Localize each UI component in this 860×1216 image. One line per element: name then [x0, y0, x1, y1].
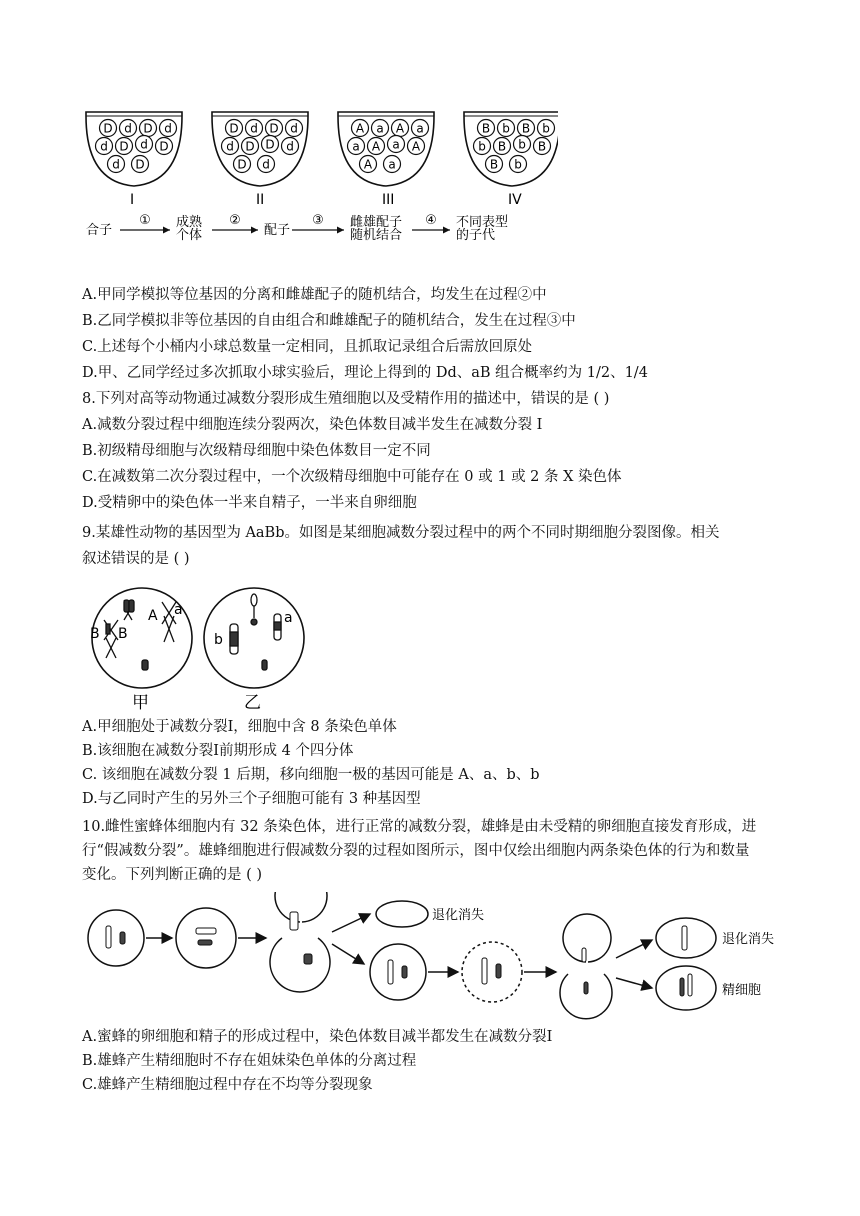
ball-label: d [286, 139, 294, 154]
ball-label: d [262, 157, 270, 172]
gene-label-a-lower: a [174, 602, 183, 618]
ball-label: d [164, 121, 172, 136]
q9-stem-line1: 9.某雄性动物的基因型为 AaBb。如图是某细胞减数分裂过程中的两个不同时期细胞分裂图像。相关 [82, 525, 720, 541]
flow-arrow-head [443, 227, 450, 234]
flow-arrow-head [251, 227, 258, 234]
bucket-label: IV [508, 192, 522, 208]
ball-label: d [226, 139, 234, 154]
q7-option-d: D.甲、乙同学经过多次抓取小球实验后，理论上得到的 Dd、aB 组合概率约为 1/2、1/4 [82, 365, 648, 381]
cell-jia-label: 甲 [132, 693, 149, 712]
ball-label: D [237, 157, 247, 172]
flow-step: 随机结合 [350, 228, 403, 243]
label-degenerate-2: 退化消失 [722, 932, 775, 947]
q8-option-c: C.在减数第二次分裂过程中，一个次级精母细胞中可能存在 0 或 1 或 2 条 X 染色体 [82, 469, 622, 485]
gene-label-a-upper: A [148, 608, 158, 624]
ball-label: D [143, 121, 153, 136]
q8-stem: 8.下列对高等动物通过减数分裂形成生殖细胞以及受精作用的描述中，错误的是 ( ) [82, 391, 610, 407]
ball-label: d [100, 139, 108, 154]
ball-label: D [269, 121, 279, 136]
q10-stem-line3: 变化。下列判断正确的是 ( ) [82, 867, 263, 883]
q9-option-a: A.甲细胞处于减数分裂Ⅰ，细胞中含 8 条染色单体 [82, 719, 397, 735]
ball-label: A [395, 121, 405, 136]
flow-step: 不同表型 [456, 215, 509, 230]
q10-stem-line2: 行“假减数分裂”。雄蜂细胞进行假减数分裂的过程如图所示，图中仅绘出细胞内两条染色体的行为和数量 [82, 843, 750, 859]
ball-label: a [388, 157, 396, 172]
flow-step-number: ① [139, 213, 151, 228]
q9-stem-line2: 叙述错误的是 ( ) [82, 551, 190, 567]
ball-label: D [245, 139, 255, 154]
q7-option-b: B.乙同学模拟非等位基因的自由组合和雌雄配子的随机结合，发生在过程③中 [82, 313, 576, 329]
ball-label: d [290, 121, 298, 136]
flow-step-number: ② [229, 213, 241, 228]
flow-step: 的子代 [456, 228, 496, 243]
q10-option-b: B.雄蜂产生精细胞时不存在姐妹染色单体的分离过程 [82, 1053, 417, 1069]
ball-label: B [497, 139, 507, 154]
ball-label: B [537, 139, 547, 154]
cell-yi-chromosomes [230, 594, 281, 670]
gene-label-yi-a: a [284, 610, 293, 626]
q10-meiosis-figure [86, 892, 776, 1022]
ball-label: D [119, 139, 129, 154]
ball-label: a [392, 137, 400, 152]
bucket-label: I [130, 192, 135, 208]
ball-label: d [140, 137, 148, 152]
gene-label-yi-b: b [214, 632, 223, 648]
ball-label: a [376, 121, 384, 136]
ball-label: a [416, 121, 424, 136]
bucket-label: II [256, 192, 265, 208]
ball-label: B [489, 157, 499, 172]
q8-option-a: A.减数分裂过程中细胞连续分裂两次，染色体数目减半发生在减数分裂 I [82, 417, 543, 433]
ball-label: b [542, 121, 550, 136]
ball-label: D [229, 121, 239, 136]
ball-label: D [159, 139, 169, 154]
q9-option-b: B.该细胞在减数分裂Ⅰ前期形成 4 个四分体 [82, 743, 354, 759]
flow-step-number: ③ [312, 213, 324, 228]
ball-label: B [481, 121, 491, 136]
q10-stem-line1: 10.雌性蜜蜂体细胞内有 32 条染色体，进行正常的减数分裂，雄蜂是由未受精的卵细胞直接发育形成，进 [82, 819, 757, 835]
q8-option-d: D.受精卵中的染色体一半来自精子，一半来自卵细胞 [82, 495, 417, 511]
label-sperm: 精细胞 [722, 983, 762, 998]
bucket-figure [78, 104, 558, 264]
ball-label: d [112, 157, 120, 172]
gene-label-b1: B [90, 626, 100, 642]
label-degenerate-1: 退化消失 [432, 908, 485, 923]
ball-label: b [478, 139, 486, 154]
ball-label: A [363, 157, 373, 172]
flow-arrow-head [163, 227, 170, 234]
q9-option-c: C. 该细胞在减数分裂 1 后期，移向细胞一极的基因可能是 A、a、b、b [82, 767, 540, 783]
q7-option-a: A.甲同学模拟等位基因的分离和雌雄配子的随机结合，均发生在过程②中 [82, 287, 547, 303]
ball-label: D [265, 137, 275, 152]
ball-label: b [518, 137, 526, 152]
q8-option-b: B.初级精母细胞与次级精母细胞中染色体数目一定不同 [82, 443, 431, 459]
ball-label: D [103, 121, 113, 136]
ball-label: A [355, 121, 365, 136]
q9-cell-figure [84, 582, 324, 712]
ball-label: b [514, 157, 522, 172]
ball-label: b [502, 121, 510, 136]
gene-label-b2: B [118, 626, 128, 642]
flow-step: 合子 [86, 223, 113, 238]
q7-option-c: C.上述每个小桶内小球总数量一定相同，且抓取记录组合后需放回原处 [82, 339, 533, 355]
q9-option-d: D.与乙同时产生的另外三个子细胞可能有 3 种基因型 [82, 791, 421, 807]
q10-option-a: A.蜜蜂的卵细胞和精子的形成过程中，染色体数目减半都发生在减数分裂Ⅰ [82, 1029, 553, 1045]
cell-yi-label: 乙 [244, 693, 261, 712]
flow-step-number: ④ [425, 213, 437, 228]
flow-step: 配子 [264, 223, 291, 238]
flow-step: 雌雄配子 [350, 215, 403, 230]
ball-label: d [250, 121, 258, 136]
ball-label: a [352, 139, 360, 154]
cell-jia-chromosomes [104, 600, 176, 670]
ball-label: A [371, 139, 381, 154]
ball-label: B [521, 121, 531, 136]
bucket-label: III [382, 192, 395, 208]
flow-step: 成熟 [176, 215, 203, 230]
flow-step: 个体 [176, 228, 203, 243]
flow-arrow-head [337, 227, 344, 234]
ball-label: A [411, 139, 421, 154]
q10-option-c: C.雄蜂产生精细胞过程中存在不均等分裂现象 [82, 1077, 373, 1093]
ball-label: d [124, 121, 132, 136]
ball-label: D [135, 157, 145, 172]
